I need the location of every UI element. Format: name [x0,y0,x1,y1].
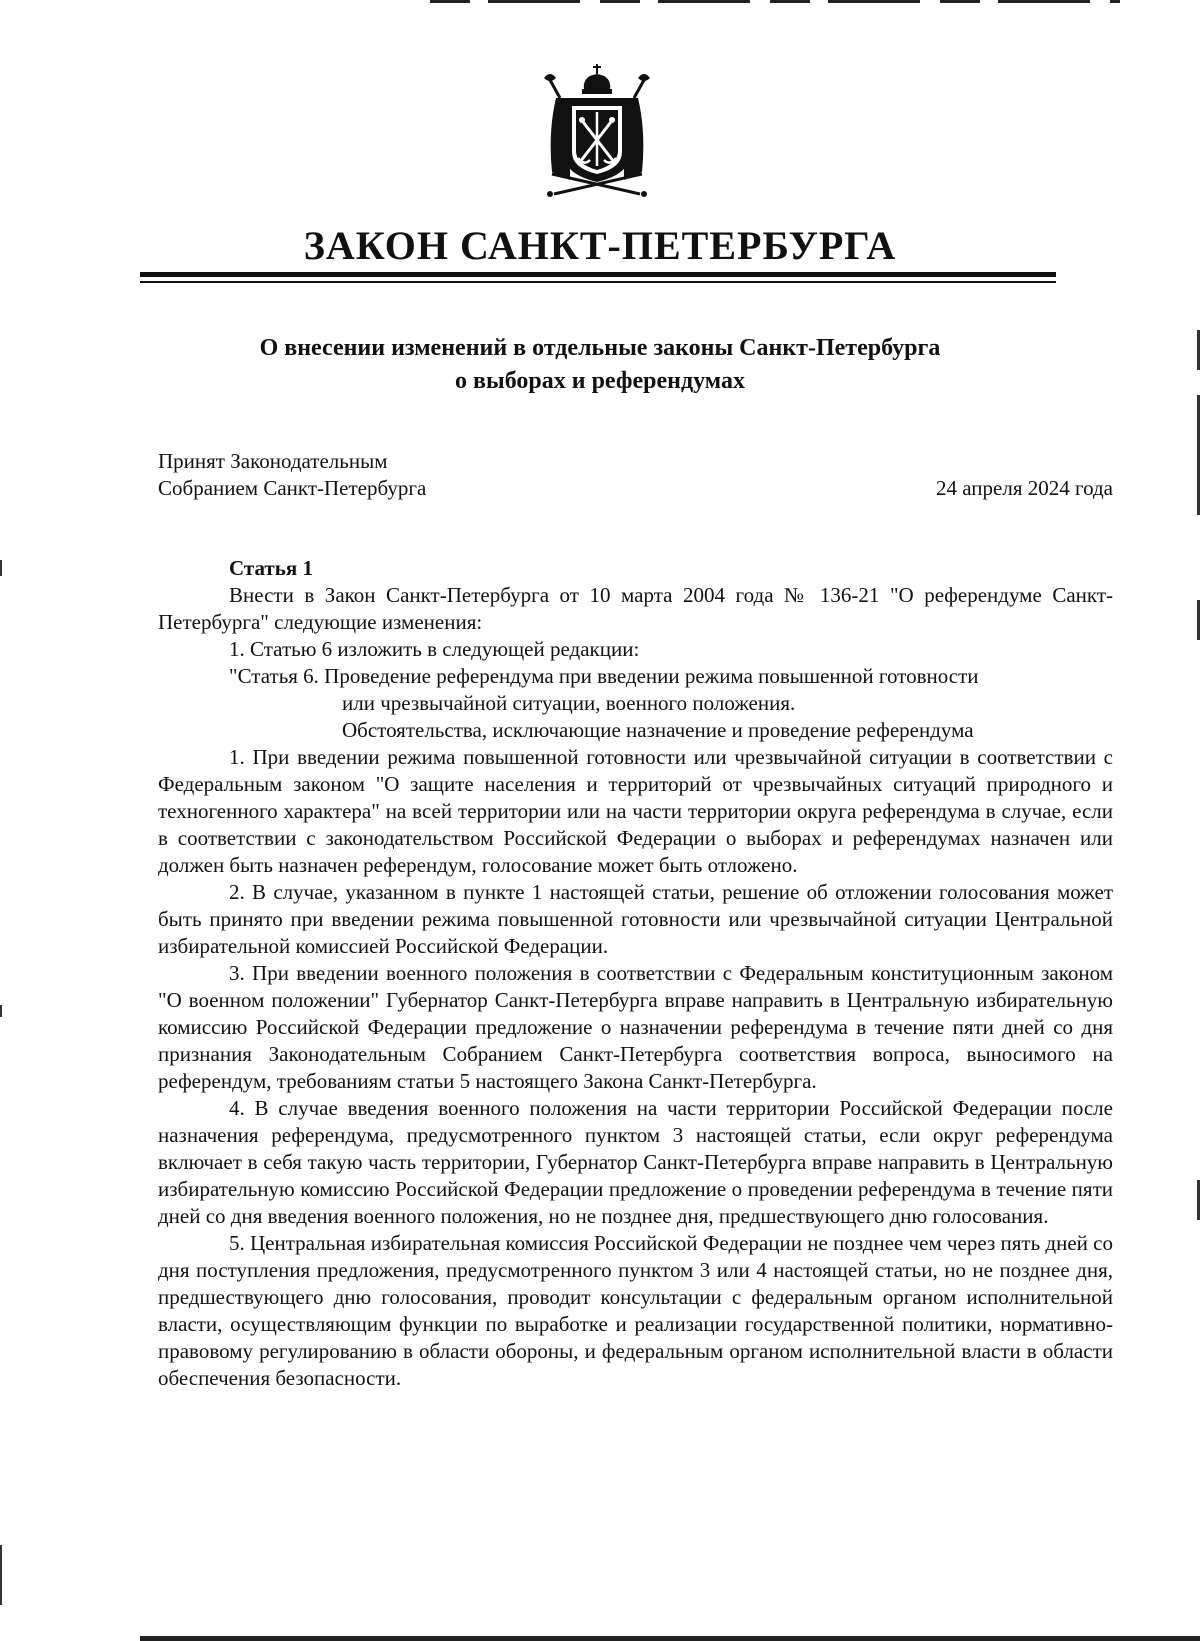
heading-rule-thick [140,272,1056,277]
quoted-article-heading-continued: или чрезвычайной ситуации, военного положения. [342,691,796,715]
paragraph: 4. В случае введения военного положения на части территории Российской Федерации после назначения референдума, предусмотренного пунктом 3 настоящей статьи, если округ референдума включает в себя такую часть территории, Губернатор Санкт-Петербурга вправе направить в Центральную избирательную комиссию Российской Федерации предложение о проведении референдума в течение пяти дней со дня введения военного положения, но не позднее дня, предшествующего дню голосования. [158,1096,1113,1228]
article-intro: Внести в Закон Санкт-Петербурга от 10 марта 2004 года № 136-21 "О референдуме Санкт-Петербурга" следующие изменения: [158,583,1113,634]
scan-edge-left [0,1005,2,1017]
paragraph: 5. Центральная избирательная комиссия Российской Федерации не позднее чем через пять дней со дня поступления предложения, предусмотренного пунктом 3 или 4 настоящей статьи, но не позднее дня, предшествующего дню голосования, проводит консультации с федеральным органом исполнительной власти, осуществляющим функции по выработке и реализации государственной политики, нормативно-правовому регулированию в области обороны, и федеральным органом исполнительной власти в области обеспечения безопасности. [158,1231,1113,1390]
quoted-article-subheading: Обстоятельства, исключающие назначение и проведение референдума [342,718,974,742]
scan-edge-top [430,0,1120,3]
adoption-date: 24 апреля 2024 года [936,476,1113,500]
paragraph: 3. При введении военного положения в соответствии с Федеральным конституционным законом "О военном положении" Губернатор Санкт-Петербурга вправе направить в Центральную избирательную комиссию Российской Федерации предложение о назначении референдума в течение пяти дней со дня признания Законодательным Собранием Санкт-Петербурга соответствия вопроса, выносимого на референдум, требованиям статьи 5 настоящего Закона Санкт-Петербурга. [158,961,1113,1093]
adoption-block [158,448,1113,502]
document-body [158,555,1113,1392]
paragraph: 2. В случае, указанном в пункте 1 настоящей статьи, решение об отложении голосования может быть принято при введении режима повышенной готовности или чрезвычайной ситуации Центральной избирательной комиссией Российской Федерации. [158,880,1113,958]
adopted-by-line: Принят Законодательным [158,449,388,473]
document-title-line: О внесении изменений в отдельные законы Санкт-Петербурга [259,335,941,361]
scan-edge-left [0,560,2,576]
document-title [160,332,1040,398]
paragraph: 1. При введении режима повышенной готовности или чрезвычайной ситуации в соответствии с Федеральным законом "О защите населения и территорий от чрезвычайных ситуаций природного и техногенного характера" на всей территории или на части территории округа референдума в случае, если в соответствии с законодательством Российской Федерации о выборах и референдумах назначен или должен быть назначен референдум, голосование может быть отложено. [158,745,1113,877]
heading-rule-thin [140,281,1056,283]
document-type-heading: ЗАКОН САНКТ-ПЕТЕРБУРГА [303,223,897,268]
quoted-article-heading: "Статья 6. Проведение референдума при введении режима повышенной готовности [229,664,979,688]
document-title-line: о выборах и референдумах [455,368,745,394]
coat-of-arms-icon [530,62,664,198]
scan-edge-bottom [140,1636,1200,1641]
adopted-by-line: Собранием Санкт-Петербурга [158,476,427,500]
article-heading: Статья 1 [229,556,313,580]
scan-edge-left [0,1545,2,1605]
amendment-item: 1. Статью 6 изложить в следующей редакции: [229,637,640,661]
